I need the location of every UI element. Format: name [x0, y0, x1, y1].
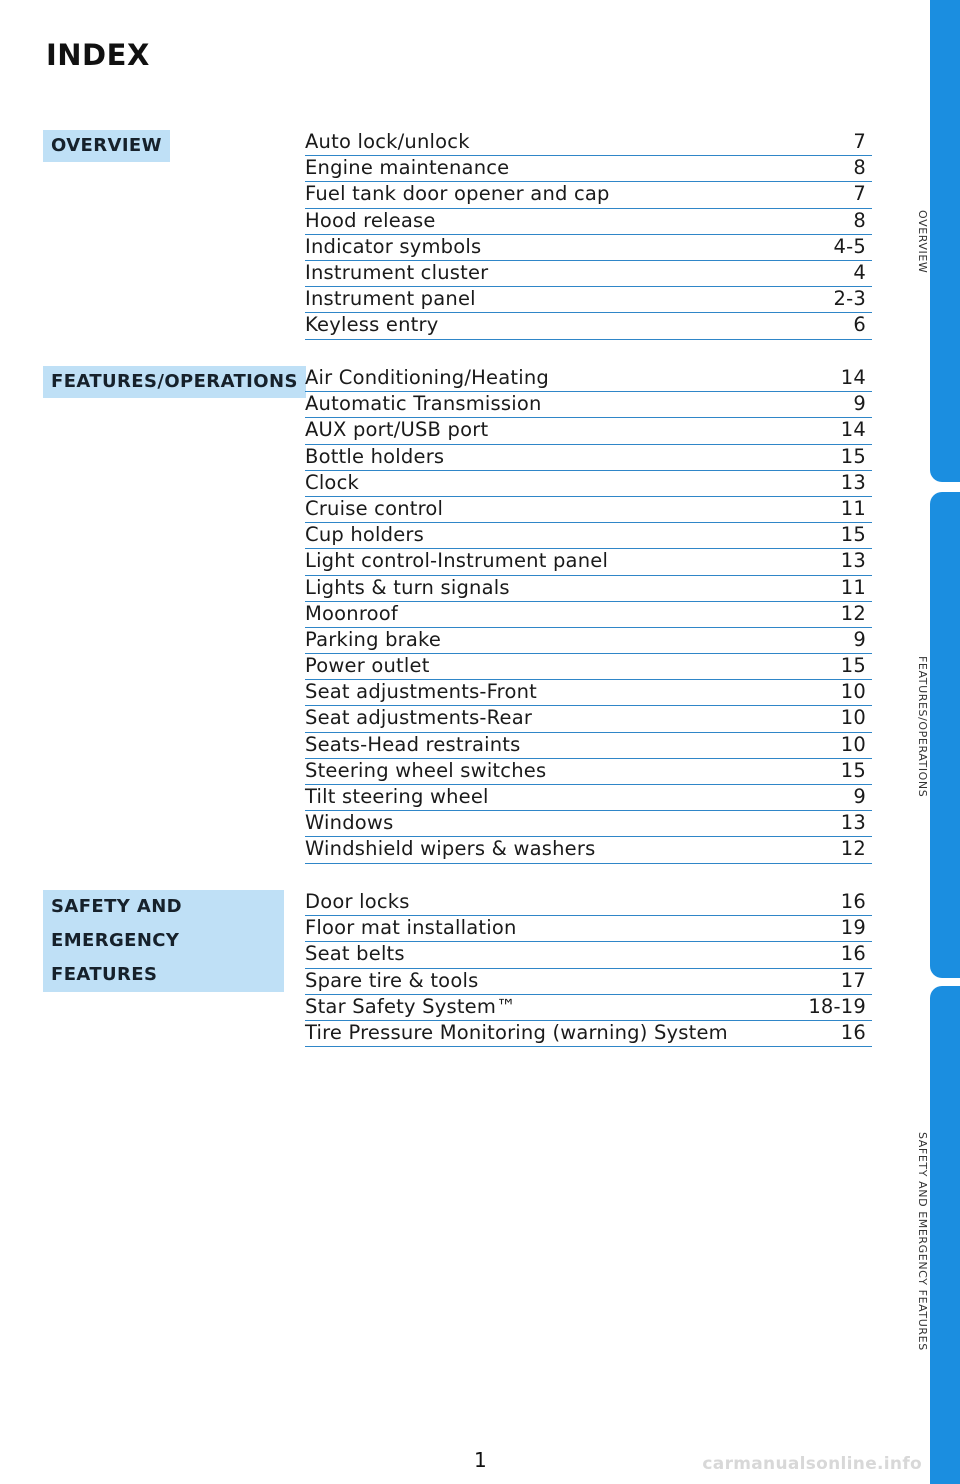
index-entry[interactable]: [305, 628, 872, 654]
entry-name: Steering wheel switches: [305, 758, 547, 782]
entry-name: Seat belts: [305, 942, 405, 966]
section-label-safety-emergency: [43, 890, 284, 992]
side-tab-safety-emergency[interactable]: [930, 986, 960, 1484]
entry-name: Cup holders: [305, 523, 425, 547]
entry-page: 9: [853, 785, 866, 808]
entry-name: Keyless entry: [305, 313, 439, 337]
entry-page: 9: [853, 392, 866, 416]
entry-page: 16: [840, 942, 866, 966]
entry-name: Lights & turn signals: [305, 575, 510, 599]
entry-page: 8: [853, 156, 866, 180]
index-entry[interactable]: [305, 837, 872, 863]
index-entry[interactable]: [305, 156, 872, 182]
entry-page: 16: [840, 890, 866, 913]
entry-name: Air Conditioning/Heating: [305, 366, 549, 389]
index-entry[interactable]: [305, 576, 872, 602]
index-entry[interactable]: [305, 706, 872, 732]
entry-name: Spare tire & tools: [305, 968, 479, 992]
index-entry[interactable]: [305, 811, 872, 837]
entry-name: Bottle holders: [305, 444, 445, 468]
page-number: 1: [474, 1448, 487, 1472]
entry-page: 8: [853, 208, 866, 232]
overview-entry-list: [305, 130, 872, 340]
entry-name: Seat adjustments-Rear: [305, 706, 533, 730]
entry-page: 10: [840, 680, 866, 704]
index-entry[interactable]: [305, 733, 872, 759]
entry-page: 15: [840, 523, 866, 547]
index-entry[interactable]: [305, 654, 872, 680]
entry-page: 2-3: [833, 287, 866, 311]
entry-name: Instrument cluster: [305, 260, 489, 284]
entry-name: Moonroof: [305, 601, 398, 625]
entry-name: Engine maintenance: [305, 156, 510, 180]
entry-page: 7: [853, 182, 866, 206]
entry-page: 12: [840, 601, 866, 625]
entry-name: Fuel tank door opener and cap: [305, 182, 610, 206]
entry-name: Light control-Instrument panel: [305, 549, 609, 573]
entry-page: 4-5: [833, 234, 866, 258]
entry-name: Auto lock/unlock: [305, 130, 470, 153]
entry-page: 11: [840, 575, 866, 599]
section-label-line: EMERGENCY FEATURES: [51, 930, 180, 985]
entry-page: 9: [853, 627, 866, 651]
entry-name: Seat adjustments-Front: [305, 680, 537, 704]
entry-name: Windshield wipers & washers: [305, 837, 596, 861]
index-entry[interactable]: [305, 995, 872, 1021]
index-entry[interactable]: [305, 130, 872, 156]
index-entry[interactable]: [305, 287, 872, 313]
entry-page: 10: [840, 706, 866, 730]
index-entry[interactable]: [305, 1021, 872, 1047]
entry-page: 13: [840, 470, 866, 494]
entry-page: 4: [853, 260, 866, 284]
index-entry[interactable]: [305, 942, 872, 968]
index-entry[interactable]: [305, 261, 872, 287]
entry-name: Windows: [305, 811, 394, 835]
section-label-features-operations: FEATURES/OPERATIONS: [43, 366, 306, 398]
entry-name: Star Safety System™: [305, 994, 516, 1018]
side-tab-strip: [930, 0, 960, 1484]
entry-name: Door locks: [305, 890, 410, 913]
entry-name: Parking brake: [305, 627, 442, 651]
index-entry[interactable]: [305, 366, 872, 392]
index-entry[interactable]: [305, 785, 872, 811]
entry-name: Indicator symbols: [305, 234, 482, 258]
side-tab-overview[interactable]: [930, 0, 960, 482]
entry-name: Floor mat installation: [305, 916, 517, 940]
entry-name: Cruise control: [305, 496, 444, 520]
section-label-line: SAFETY AND: [51, 896, 183, 917]
index-entry[interactable]: [305, 602, 872, 628]
entry-page: 11: [840, 496, 866, 520]
entry-name: Automatic Transmission: [305, 392, 542, 416]
watermark: carmanualsonline.info: [702, 1454, 922, 1474]
index-entry[interactable]: [305, 969, 872, 995]
entry-page: 15: [840, 758, 866, 782]
entry-name: Instrument panel: [305, 287, 476, 311]
entry-name: AUX port/USB port: [305, 418, 489, 442]
index-entry[interactable]: [305, 209, 872, 235]
index-entry[interactable]: [305, 235, 872, 261]
index-entry[interactable]: [305, 759, 872, 785]
index-entry[interactable]: [305, 471, 872, 497]
entry-page: 15: [840, 654, 866, 678]
side-label-features-operations: FEATURES/OPERATIONS: [916, 656, 929, 798]
entry-name: Clock: [305, 470, 359, 494]
entry-page: 13: [840, 549, 866, 573]
index-entry[interactable]: [305, 523, 872, 549]
entry-name: Tire Pressure Monitoring (warning) System: [305, 1020, 728, 1044]
entry-page: 16: [840, 1020, 866, 1044]
entry-name: Seats-Head restraints: [305, 732, 521, 756]
page-title: INDEX: [46, 38, 150, 72]
entry-page: 12: [840, 837, 866, 861]
entry-page: 15: [840, 444, 866, 468]
index-entry[interactable]: [305, 182, 872, 208]
entry-page: 19: [840, 916, 866, 940]
section-label-overview: OVERVIEW: [43, 130, 170, 162]
entry-page: 14: [840, 418, 866, 442]
index-entry[interactable]: [305, 497, 872, 523]
features-entry-list: [305, 366, 872, 864]
index-entry[interactable]: [305, 418, 872, 444]
entry-page: 18-19: [808, 994, 866, 1018]
entry-page: 10: [840, 732, 866, 756]
index-entry[interactable]: [305, 549, 872, 575]
side-tab-features-operations[interactable]: [930, 492, 960, 978]
index-entry[interactable]: [305, 313, 872, 339]
safety-entry-list: [305, 890, 872, 1047]
side-label-safety-emergency: SAFETY AND EMERGENCY FEATURES: [916, 1132, 929, 1351]
index-entry[interactable]: [305, 445, 872, 471]
index-entry[interactable]: [305, 392, 872, 418]
entry-page: 14: [840, 366, 866, 389]
index-entry[interactable]: [305, 890, 872, 916]
index-entry[interactable]: [305, 680, 872, 706]
entry-page: 6: [853, 313, 866, 337]
entry-name: Tilt steering wheel: [305, 785, 489, 808]
index-entry[interactable]: [305, 916, 872, 942]
side-label-overview: OVERVIEW: [916, 210, 929, 274]
entry-name: Hood release: [305, 208, 436, 232]
entry-page: 13: [840, 811, 866, 835]
entry-name: Power outlet: [305, 654, 430, 678]
entry-page: 7: [853, 130, 866, 153]
entry-page: 17: [840, 968, 866, 992]
